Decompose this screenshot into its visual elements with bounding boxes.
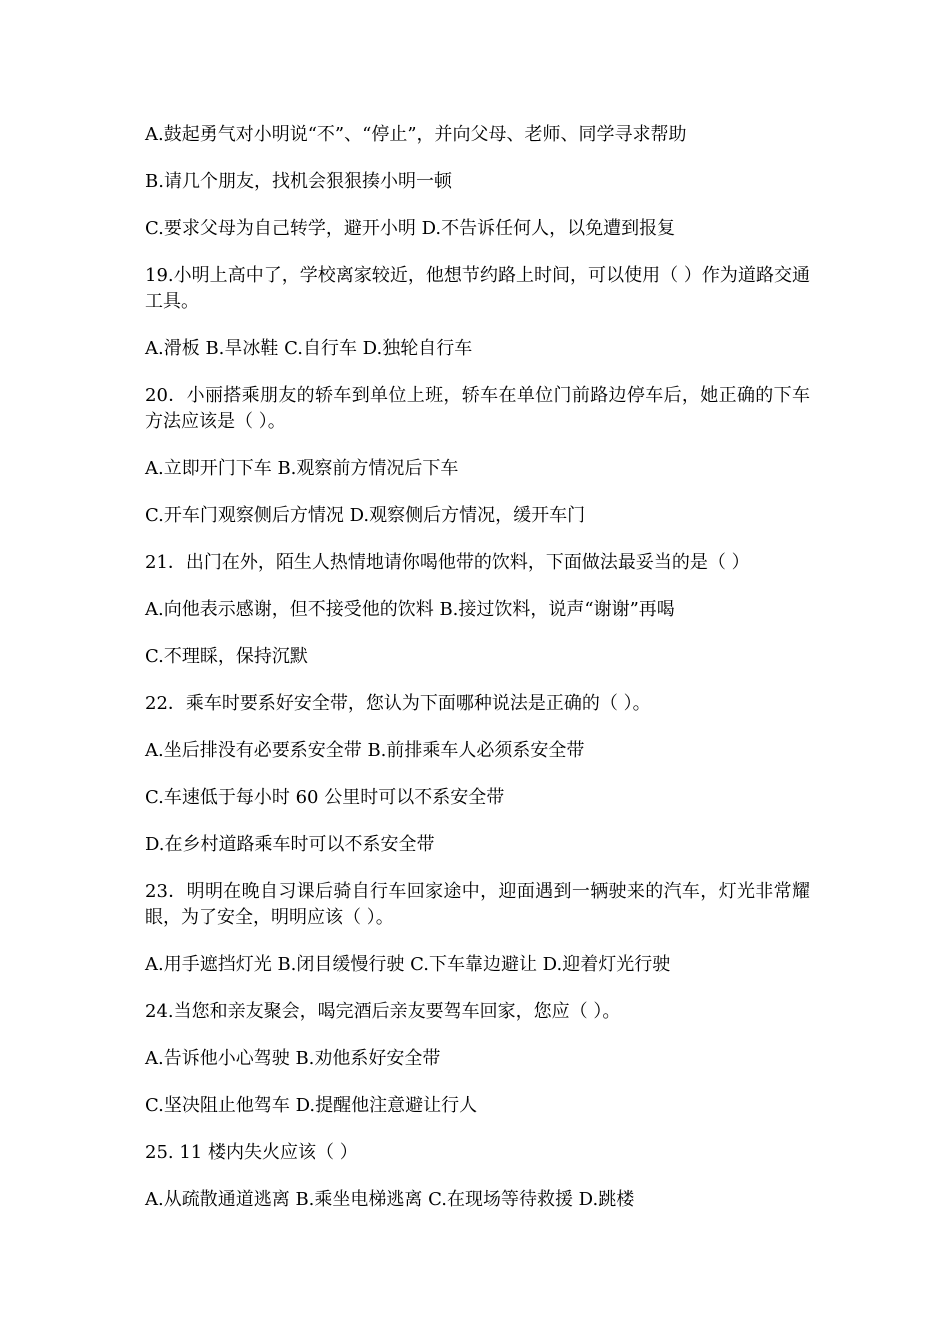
question-21: 21．出门在外，陌生人热情地请你喝他带的饮料，下面做法最妥当的是（ ） xyxy=(145,552,750,573)
answer-option-line: A.从疏散通道逃离 B.乘坐电梯逃离 C.在现场等待救援 D.跳楼 xyxy=(145,1189,635,1210)
answer-option-line: C.不理睬，保持沉默 xyxy=(145,646,308,667)
answer-option-line: A.坐后排没有必要系安全带 B.前排乘车人必须系安全带 xyxy=(145,740,585,761)
answer-option-line: A.用手遮挡灯光 B.闭目缓慢行驶 C.下车靠边避让 D.迎着灯光行驶 xyxy=(145,954,671,975)
answer-option-line: D.在乡村道路乘车时可以不系安全带 xyxy=(145,834,435,855)
answer-option-line: A.告诉他小心驾驶 B.劝他系好安全带 xyxy=(145,1048,441,1069)
answer-option-line: A.向他表示感谢，但不接受他的饮料 B.接过饮料，说声“谢谢”再喝 xyxy=(145,599,675,620)
answer-option-line: A.鼓起勇气对小明说“不”、“停止”，并向父母、老师、同学寻求帮助 xyxy=(145,124,687,145)
answer-option-line: C.开车门观察侧后方情况 D.观察侧后方情况，缓开车门 xyxy=(145,505,586,526)
question-20: 20．小丽搭乘朋友的轿车到单位上班，轿车在单位门前路边停车后，她正确的下车方法应该是（ ）。 xyxy=(145,385,810,432)
answer-option-line: C.车速低于每小时 60 公里时可以不系安全带 xyxy=(145,787,505,808)
question-19: 19.小明上高中了，学校离家较近，他想节约路上时间，可以使用（ ）作为道路交通工具。 xyxy=(145,265,810,312)
answer-option-line: B.请几个朋友，找机会狠狠揍小明一顿 xyxy=(145,171,452,192)
answer-option-line: A.滑板 B.旱冰鞋 C.自行车 D.独轮自行车 xyxy=(145,338,473,359)
answer-option-line: C.坚决阻止他驾车 D.提醒他注意避让行人 xyxy=(145,1095,478,1116)
answer-option-line: C.要求父母为自己转学，避开小明 D.不告诉任何人，以免遭到报复 xyxy=(145,218,676,239)
document-body xyxy=(145,122,810,1234)
question-24: 24.当您和亲友聚会，喝完酒后亲友要驾车回家，您应（ ）。 xyxy=(145,1001,621,1022)
question-25: 25. 11 楼内失火应该（ ） xyxy=(145,1142,358,1163)
answer-option-line: A.立即开门下车 B.观察前方情况后下车 xyxy=(145,458,459,479)
question-23: 23．明明在晚自习课后骑自行车回家途中，迎面遇到一辆驶来的汽车，灯光非常耀眼，为了安全，明明应该（ ）。 xyxy=(145,881,810,928)
question-22: 22．乘车时要系好安全带，您认为下面哪种说法是正确的（ ）。 xyxy=(145,693,651,714)
